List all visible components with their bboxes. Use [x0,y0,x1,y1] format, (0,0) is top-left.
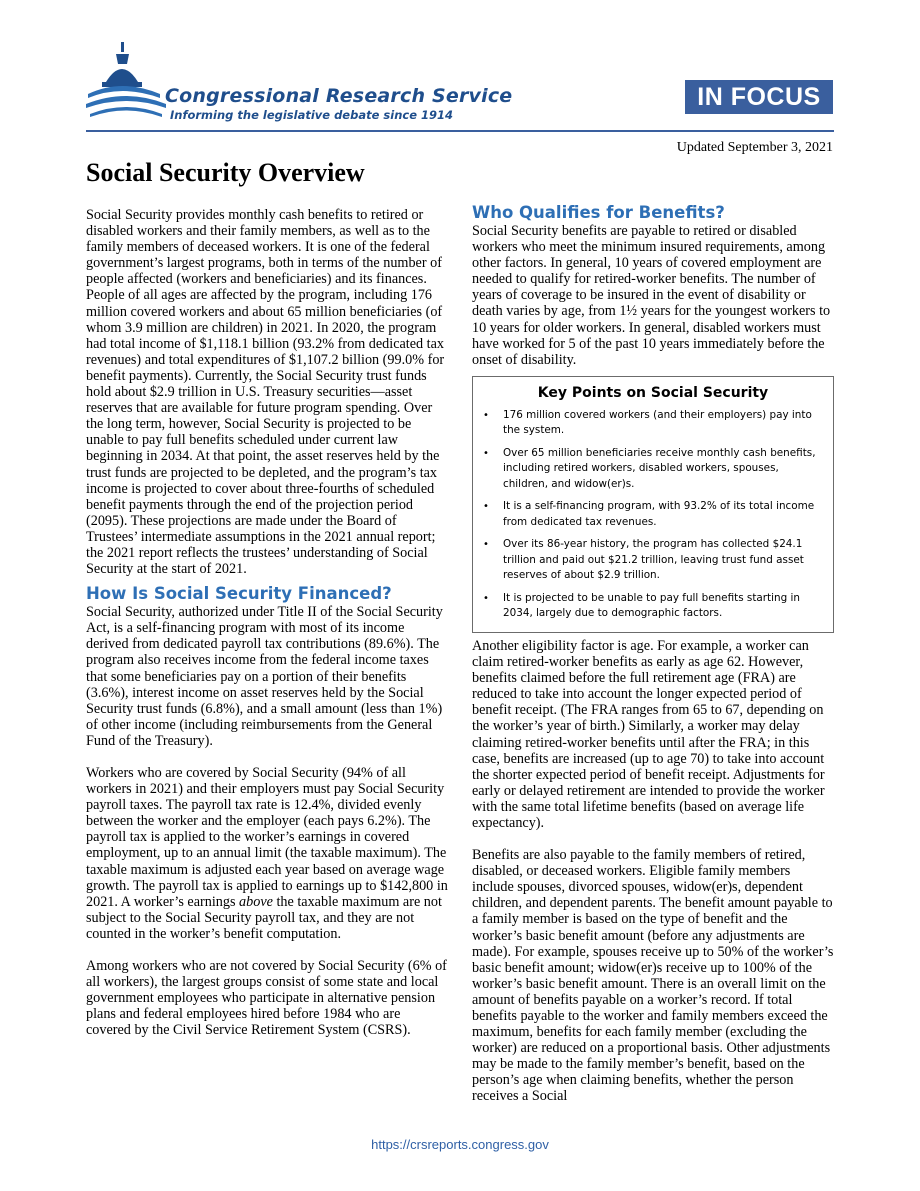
key-point-text: It is projected to be unable to pay full benefits starting in 2034, largely due to demographic factors. [503,591,800,620]
org-name: Congressional Research Service [165,85,513,107]
key-points-box [472,376,834,633]
key-point-item [483,537,823,584]
key-point-item [483,591,823,622]
key-point-text: Over its 86-year history, the program has collected $24.1 trillion and paid out $21.2 trillion, leaving trust fund asset reserves of about $2.9 trillion. [503,538,804,582]
family-benefits-paragraph: Benefits are also payable to the family members of retired, disabled, or deceased workers. Eligible family members include spouses, divorced spouses, widow(er)s, dependent children, and dependent parents. The benefit amount payable to a family member is based on the type of benefit and the worker’s basic benefit amount (before any adjustments are made). For example, spouses receive up to 50% of the worker’s basic benefit amount; widow(er)s receive up to 100% of the worker’s basic benefit amount. There is an overall limit on the amount of benefits payable on a worker’s record. If total benefits payable to the worker and family members exceed the maximum, benefits for each family member (excluding the worker) are reduced on a proportional basis. Other adjustments may be made to the family member’s benefit, based on the person’s age when claiming benefits, whether the person receives a Social [472,847,834,1105]
key-point-item [483,446,823,493]
age-eligibility-paragraph: Another eligibility factor is age. For example, a worker can claim retired-worker benefits as early as age 62. However, benefits claimed before the full retirement age (FRA) are reduced to take into account the longer expected period of benefit receipt. (The FRA ranges from 65 to 67, depending on the worker’s year of birth.) Similarly, a worker may delay claiming retired-worker benefits until after the FRA; in this case, benefits are increased (up to age 70) to take into account the shorter expected period of benefit receipt. Adjustments for early or delayed retirement are intended to provide the worker with the same total lifetime benefits (based on average life expectancy). [472,637,825,831]
footer-url-link[interactable]: https://crsreports.congress.gov [371,1137,549,1152]
page-title: Social Security Overview [86,158,365,187]
key-point-text: 176 million covered workers (and their employers) pay into the system. [503,408,812,437]
financed-paragraph-1: Social Security, authorized under Title II of the Social Security Act, is a self-financing program with most of its income derived from dedicated payroll tax contributions (89.6%). The program also receives income from the federal income taxes that some beneficiaries pay on a portion of their benefits (3.6%), interest income on asset reserves held by the Social Security trust funds (6.8%), and a small amount (less than 1%) of other income (including reimbursements from the General Fund of the Treasury). [86,604,443,749]
financed-p2-emphasis: above [239,893,273,910]
key-point-text: It is a self-financing program, with 93.2% of its total income from dedicated tax revenues. [503,500,815,528]
key-points-title: Key Points on Social Security [537,384,769,401]
financed-p2-text-cont: the taxable maximum are not subject to the Social Security payroll tax, and they are not counted in the worker’s benefit computation. [86,893,442,942]
right-column [472,203,834,1105]
header-rule [86,130,834,132]
bullet-icon: • [483,409,489,421]
org-tagline: Informing the legislative debate since 1914 [170,108,454,122]
bullet-icon: • [483,447,489,459]
intro-paragraph: Social Security provides monthly cash benefits to retired or disabled workers and their family members, as well as to the family members of deceased workers. It is one of the federal government’s largest programs, both in terms of the number of people affected (workers and beneficiaries) and its finances. People of all ages are affected by the program, including 176 million covered workers and about 65 million beneficiaries (of whom 3.9 million are children) in 2021. In 2020, the program had total income of $1,118.1 billion (93.2% from dedicated tax revenues) and total expenditures of $1,107.2 billion (99.0% for benefit payments). Currently, the Social Security trust funds hold about $2.9 trillion in U.S. Treasury securities—asset reserves that are available for future program spending. Over the long term, however, Social Security is projected to be unable to pay full benefits scheduled under current law beginning in 2034. At that point, the asset reserves held by the trust funds are projected to be depleted, and the program’s tax income is projected to cover about three-fourths of scheduled benefit payments through the end of the projection period (2095). These projections are made under the Board of Trustees’ intermediate assumptions in the 2021 annual report; the 2021 report reflects the trustees’ understanding of Social Security at the start of 2021. [86,207,445,578]
financed-paragraph-2 [86,765,448,942]
qualifies-heading: Who Qualifies for Benefits? [472,203,725,222]
key-points-list [483,408,823,622]
bullet-icon: • [483,501,489,513]
key-point-item [483,499,823,530]
financed-p2-text: Workers who are covered by Social Security (94% of all workers in 2021) and their employers must pay Social Security payroll taxes. The payroll tax rate is 12.4%, divided evenly between the worker and the employer (each pays 6.2%). The payroll tax is applied to the worker’s earnings in covered employment, up to an annual limit (the taxable maximum). The taxable maximum is adjusted each year based on average wage growth. The payroll tax is applied to earnings up to $142,800 in 2021. A worker’s earnings [86,765,448,910]
bullet-icon: • [483,592,489,604]
bullet-icon: • [483,539,489,551]
key-point-text: Over 65 million beneficiaries receive monthly cash benefits, including retired workers, disabled workers, spouses, children, and widow(er)s. [503,446,816,490]
left-column [86,207,448,1039]
updated-date: Updated September 3, 2021 [676,140,833,155]
key-point-item [483,408,823,439]
qualifies-paragraph: Social Security benefits are payable to retired or disabled workers who meet the minimum insured requirements, among other factors. In general, 10 years of covered employment are needed to qualify for retired-worker benefits. The number of years of coverage to be insured in the event of disability or death varies by age, from 1½ years for the youngest workers to 10 years for older workers. In general, disabled workers must have worked for 5 of the past 10 years immediately before the onset of disability. [472,223,831,368]
financed-heading: How Is Social Security Financed? [86,584,392,604]
financed-paragraph-3: Among workers who are not covered by Social Security (6% of all workers), the largest groups consist of some state and local government employees who participate in alternative pension plans and federal employees hired before 1984 who are covered by the Civil Service Retirement System (CSRS). [86,958,447,1039]
in-focus-badge: IN FOCUS [685,80,833,114]
